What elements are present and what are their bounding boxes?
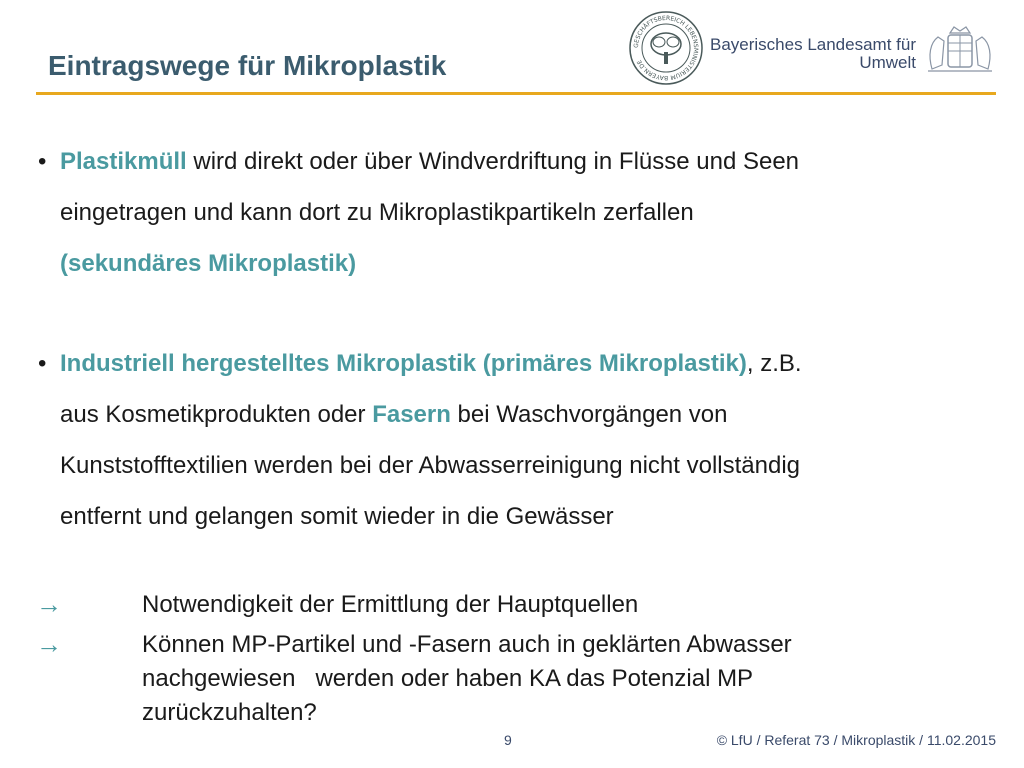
bullet1-line1: Plastikmüll wird direkt oder über Windverdriftung in Flüsse und Seen <box>60 148 800 175</box>
bullet2-line4: entfernt und gelangen somit wieder in die Gewässer <box>60 503 614 530</box>
highlight-plastikmuell: Plastikmüll <box>60 148 187 175</box>
bullet2-line2: aus Kosmetikprodukten oder Fasern bei Waschvorgängen von <box>60 401 728 428</box>
page-number: 9 <box>504 732 512 748</box>
bullet2-line3: Kunststofftextilien werden bei der Abwasserreinigung nicht vollständig <box>60 452 800 479</box>
organization-name <box>706 36 916 72</box>
bullet1-line2: eingetragen und kann dort zu Mikroplastikpartikeln zerfallen <box>60 199 694 226</box>
bavarian-crest-logo <box>922 25 998 75</box>
arrow1-text: Notwendigkeit der Ermittlung der Hauptquellen <box>142 591 639 618</box>
seal-text: GESCHÄFTSBEREICH LEBENSMINISTERIUM BAYERN.DE <box>632 14 700 82</box>
footer-copyright: © LfU / Referat 73 / Mikroplastik / 11.02.2015 <box>716 732 996 748</box>
arrow-right-icon: → <box>36 629 62 659</box>
title-divider <box>36 92 996 95</box>
bullet-marker: • <box>38 148 47 175</box>
arrow-right-icon: → <box>36 589 62 619</box>
ministry-seal-logo <box>628 10 704 86</box>
highlight-industriell: Industriell hergestelltes Mikroplastik (primäres Mikroplastik) <box>60 350 747 377</box>
bullet-marker: • <box>38 350 47 377</box>
highlight-fasern: Fasern <box>372 401 451 428</box>
organization-name-line1: Bayerisches Landesamt für <box>710 35 916 54</box>
bullet1-line3-highlight: (sekundäres Mikroplastik) <box>60 250 357 277</box>
svg-text:GESCHÄFTSBEREICH LEBENSMINISTE <box>633 15 699 81</box>
organization-name-line2: Umwelt <box>859 53 916 72</box>
arrow2-line1: Können MP-Partikel und -Fasern auch in geklärten Abwasser <box>142 631 792 658</box>
arrow2-line3: zurückzuhalten? <box>142 699 317 726</box>
arrow2-line2: nachgewiesen werden oder haben KA das Potenzial MP <box>142 665 754 692</box>
bullet2-line1: Industriell hergestelltes Mikroplastik (primäres Mikroplastik), z.B. <box>60 350 802 377</box>
slide-title: Eintragswege für Mikroplastik <box>48 50 447 81</box>
